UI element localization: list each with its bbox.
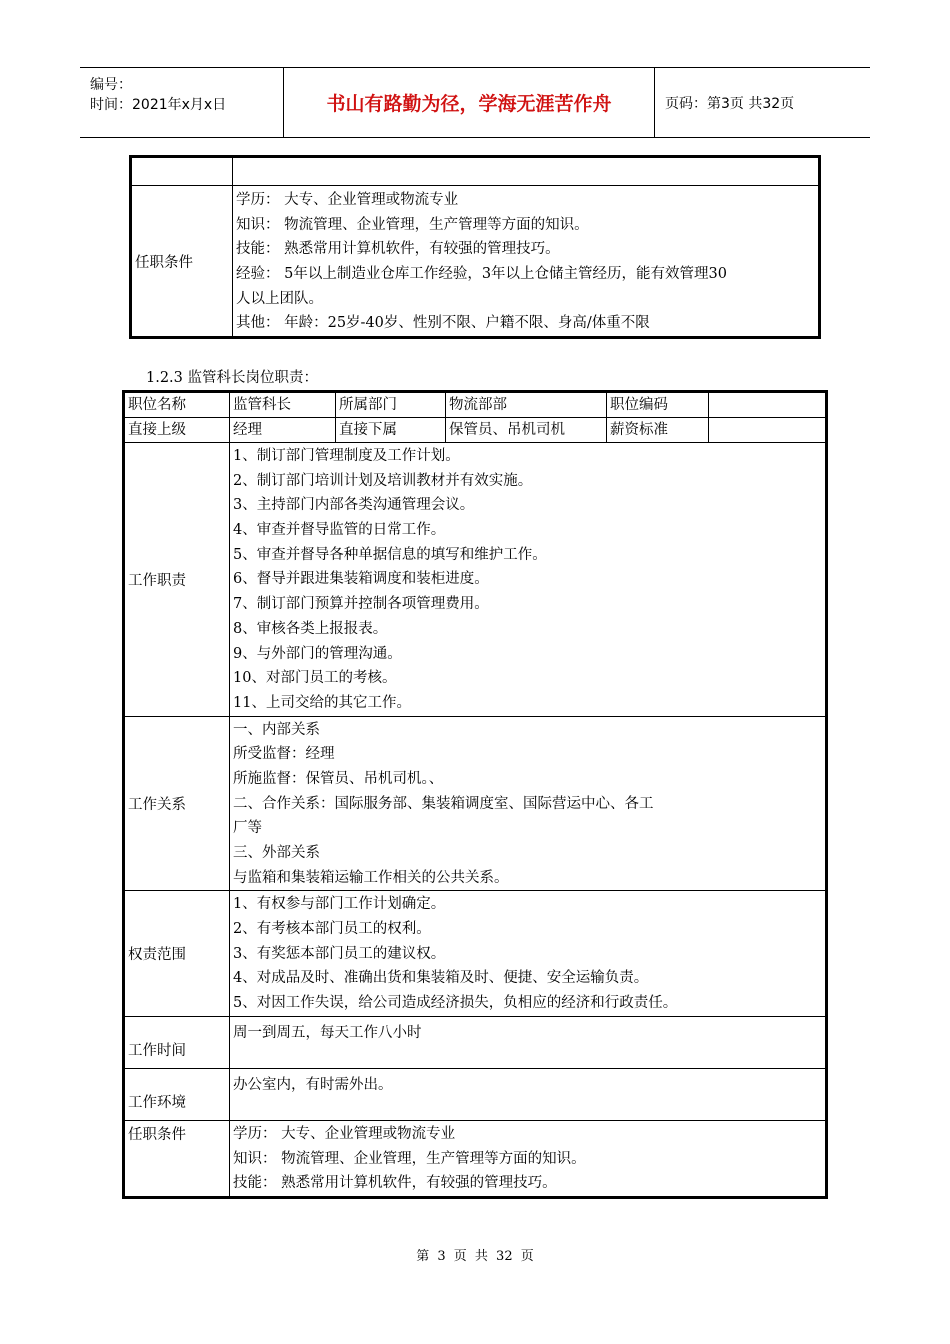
duty-item: 10、对部门员工的考核。 <box>233 670 397 687</box>
top-req-line: 学历： 大专、企业管理或物流专业 <box>236 192 459 208</box>
header-motto: 书山有路勤为径，学海无涯苦作舟 <box>284 68 655 137</box>
duty-item: 9、与外部门的管理沟通。 <box>233 645 402 662</box>
cell-department: 物流部部 <box>446 393 607 418</box>
doc-number-label: 编号： <box>90 77 132 93</box>
top-empty-cell-1 <box>132 158 233 186</box>
page-footer: 第 3 页 共 32 页 <box>416 1249 534 1264</box>
top-empty-cell-2 <box>233 158 819 186</box>
duty-item: 4、审查并督导监管的日常工作。 <box>233 522 446 539</box>
duty-item: 5、审查并督导各种单据信息的填写和维护工作。 <box>233 546 547 563</box>
duty-item: 1、制订部门管理制度及工作计划。 <box>233 448 460 464</box>
job-description-table <box>124 392 826 1197</box>
duty-item: 3、主持部门内部各类沟通管理会议。 <box>233 497 475 514</box>
relation-item: 三、外部关系 <box>233 845 320 861</box>
cell-subordinate-label: 直接下属 <box>336 418 446 443</box>
work-env-label: 工作环境 <box>125 1068 230 1120</box>
relation-item: 所受监督：经理 <box>233 746 335 763</box>
duties-label: 工作职责 <box>125 443 230 717</box>
work-time-label: 工作时间 <box>125 1016 230 1068</box>
header-page-label: 页码：第3页 共32页 <box>665 95 795 112</box>
duties-list <box>230 443 826 717</box>
work-env-value: 办公室内，有时需外出。 <box>230 1068 826 1120</box>
relations-list <box>230 716 826 891</box>
cell-superior: 经理 <box>230 418 336 443</box>
duty-item: 11、上司交给的其它工作。 <box>233 694 411 711</box>
relation-item: 二、合作关系：国际服务部、集装箱调度室、国际营运中心、各工 <box>233 795 654 812</box>
section-title: 1.2.3 监管科长岗位职责： <box>146 370 319 386</box>
req-label: 任职条件 <box>125 1120 230 1196</box>
req-item: 知识： 物流管理、企业管理，生产管理等方面的知识。 <box>233 1150 586 1167</box>
cell-subordinate: 保管员、吊机司机 <box>446 418 607 443</box>
req-list <box>230 1120 826 1196</box>
authority-item: 3、有奖惩本部门员工的建议权。 <box>233 945 446 962</box>
authority-label: 权责范围 <box>125 891 230 1016</box>
cell-position-code-label: 职位编码 <box>607 393 709 418</box>
top-req-lines <box>233 186 819 337</box>
top-req-line: 人以上团队。 <box>236 290 323 307</box>
cell-superior-label: 直接上级 <box>125 418 230 443</box>
cell-position-code <box>709 393 826 418</box>
duty-item: 8、审核各类上报报表。 <box>233 620 388 637</box>
relation-item: 所施监督：保管员、吊机司机。、 <box>233 770 444 787</box>
doc-date-label: 时间：2021年x月x日 <box>90 97 227 113</box>
cell-position-name: 监管科长 <box>230 393 336 418</box>
req-item: 技能： 熟悉常用计算机软件，有较强的管理技巧。 <box>233 1175 557 1192</box>
top-req-label: 任职条件 <box>132 186 233 337</box>
req-item: 学历： 大专、企业管理或物流专业 <box>233 1125 456 1142</box>
authority-item: 1、有权参与部门工作计划确定。 <box>233 896 446 913</box>
top-req-line: 知识： 物流管理、企业管理，生产管理等方面的知识。 <box>236 216 589 233</box>
duty-item: 7、制订部门预算并控制各项管理费用。 <box>233 596 489 613</box>
relation-item: 一、内部关系 <box>233 721 320 738</box>
relation-item: 厂等 <box>233 820 262 837</box>
authority-item: 4、对成品及时、准确出货和集装箱及时、便捷、安全运输负责。 <box>233 970 649 987</box>
cell-position-name-label: 职位名称 <box>125 393 230 418</box>
authority-item: 2、有考核本部门员工的权利。 <box>233 921 431 938</box>
work-time-value: 周一到周五，每天工作八小时 <box>230 1016 826 1068</box>
cell-salary-label: 薪资标准 <box>607 418 709 443</box>
duty-item: 2、制订部门培训计划及培训教材并有效实施。 <box>233 472 533 489</box>
authority-list <box>230 891 826 1016</box>
top-req-line: 经验： 5年以上制造业仓库工作经验，3年以上仓储主管经历，能有效管理30 <box>236 266 728 283</box>
header-meta <box>80 68 284 137</box>
top-req-line: 其他： 年龄：25岁-40岁、性别不限、户籍不限、身高/体重不限 <box>236 315 650 332</box>
cell-salary <box>709 418 826 443</box>
relations-label: 工作关系 <box>125 716 230 891</box>
authority-item: 5、对因工作失误，给公司造成经济损失，负相应的经济和行政责任。 <box>233 995 678 1012</box>
top-requirements-table <box>131 157 819 337</box>
relation-item: 与监箱和集装箱运输工作相关的公共关系。 <box>233 869 509 886</box>
duty-item: 6、督导并跟进集装箱调度和装柜进度。 <box>233 571 489 588</box>
cell-department-label: 所属部门 <box>336 393 446 418</box>
top-req-line: 技能： 熟悉常用计算机软件，有较强的管理技巧。 <box>236 241 560 258</box>
page-header <box>80 67 870 138</box>
